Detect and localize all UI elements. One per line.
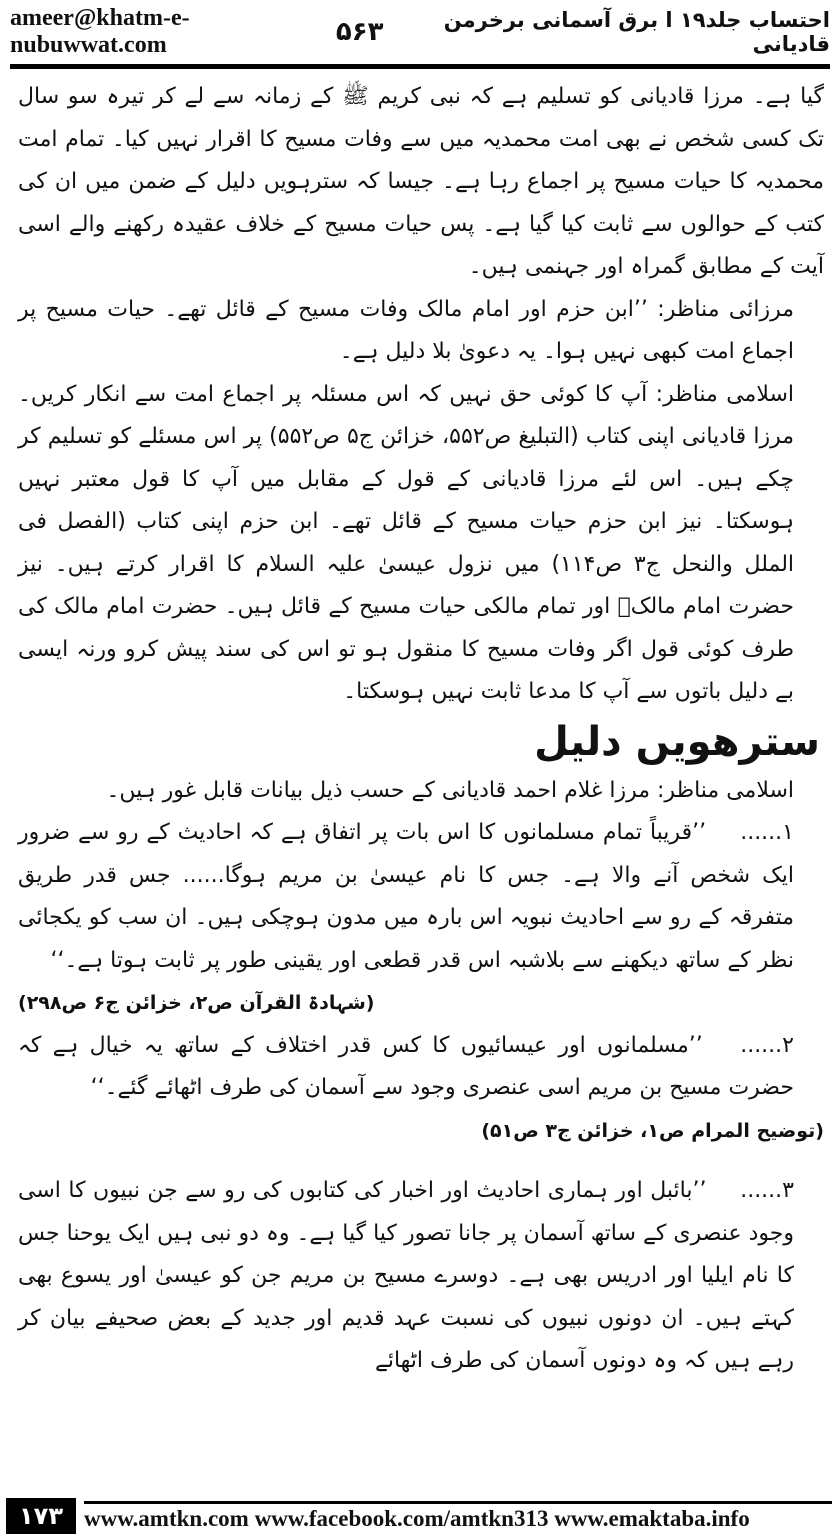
quote-3 [18,1170,824,1383]
quote-1 [18,812,824,982]
paragraph-1: گیا ہے۔ مرزا قادیانی کو تسلیم ہے کہ نبی کریم ﷺ کے زمانہ سے لے کر تیرہ سو سال تک کسی شخص نے بھی امت محمدیہ میں سے وفات مسیح کا اقرار نہیں کیا۔ تمام امت محمدیہ کا حیات مسیح پر اجماع رہا ہے۔ جیسا کہ سترہویں دلیل کے ضمن میں ان کی کتب کے حوالوں سے ثابت کیا گیا ہے۔ پس حیات مسیح کے خلاف عقیدہ رکھنے والے اسی آیت کے مطابق گمراہ اور جہنمی ہیں۔ [18,84,824,279]
page-content [18,76,824,1383]
quote-1-reference: (شہادۃ القرآن ص۲، خزائن ج۶ ص۲۹۸) [18,992,375,1014]
page-header [10,5,830,58]
quote-3-text: ’’بائبل اور ہماری احادیث اور اخبار کی کتابوں کی رو سے جن نبیوں کا اسی وجود عنصری کے ساتھ آسمان پر جانا تصور کیا گیا ہے۔ وہ دو نبی ہیں ایک یوحنا جس کا نام ایلیا اور ادریس بھی ہے۔ دوسرے مسیح بن مریم جن کو عیسیٰ اور یسوع بھی کہتے ہیں۔ ان دونوں نبیوں کی نسبت عہد قدیم اور جدید کے بعض صحیفے بیان کر رہے ہیں کہ وہ دونوں آسمان کی طرف اٹھائے [18,1178,794,1373]
quote-2-number: ۲...... [740,1032,794,1058]
header-page-number: ۵۶۳ [335,17,384,47]
quote-2-reference: (توضیح المرام ص۱، خزائن ج۳ ص۵۱) [481,1119,824,1142]
header-title: احتساب جلد۱۹ ا برق آسمانی برخرمن قادیانی [443,8,830,56]
quote-2 [18,1025,824,1110]
quote-1-text: ’’قریباً تمام مسلمانوں کا اس بات پر اتفاق ہے کہ احادیث کے رو سے ضرور ایک شخص آنے والا ہے۔ جس کا نام عیسیٰ بن مریم ہوگا...... جس قدر طریق متفرقہ کے رو سے احادیث نبویہ اس بارہ میں مدون ہوچکی ہیں۔ ان سب کو یکجائی نظر کے ساتھ دیکھنے سے بلاشبہ اس قدر قطعی اور یقینی طور پر ثابت ہوتا ہے۔‘‘ [18,820,794,973]
header-email: ameer@khatm-e-nubuwwat.com [10,5,190,58]
header-left [10,5,384,59]
section-heading: سترھویں دلیل [534,718,820,765]
header-rule [10,64,830,69]
quote-1-number: ۱...... [740,820,794,845]
quote-2-text: ’’مسلمانوں اور عیسائیوں کا کس قدر اختلاف کے ساتھ یہ خیال ہے کہ حضرت مسیح بن مریم اسی عنصری وجود سے آسمان کی طرف اٹھائے گئے۔‘‘ [18,1032,794,1100]
paragraph-4: اسلامی مناظر: مرزا غلام احمد قادیانی کے حسب ذیل بیانات قابل غور ہیں۔ [106,777,794,803]
quote-1-ref-row [18,982,824,1025]
quote-3-number: ۳...... [740,1178,794,1203]
paragraph-3: اسلامی مناظر: آپ کا کوئی حق نہیں کہ اس مسئلہ پر اجماع امت سے انکار کریں۔ مرزا قادیانی اپنی کتاب (التبلیغ ص۵۵۲، خزائن ج۵ ص۵۵۲) پر اس مسئلے کو تسلیم کر چکے ہیں۔ اس لئے مرزا قادیانی کے قول کے مقابل میں آپ کا قول معتبر نہیں ہوسکتا۔ نیز ابن حزم حیات مسیح کے قائل تھے۔ ابن حزم اپنی کتاب (الفصل فی الملل والنحل ج۳ ص۱۱۴) میں نزول عیسیٰ علیہ السلام کا اقرار کرتے ہیں۔ نیز حضرت امام مالکؒ اور تمام مالکی حیات مسیح کے قائل ہیں۔ حضرت امام مالک کی طرف کوئی قول اگر وفات مسیح کا منقول ہو تو اس کی سند پیش کرو ورنہ ایسی بے دلیل باتوں سے آپ کا مدعا ثابت نہیں ہوسکتا۔ [18,381,795,704]
footer-page-number: ۱۷۳ [6,1498,76,1534]
paragraph-2: مرزائی مناظر: ’’ابن حزم اور امام مالک وفات مسیح کے قائل تھے۔ حیات مسیح پر اجماع امت کبھی نہیں ہوا۔ یہ دعویٰ بلا دلیل ہے۔ [18,296,794,364]
page-footer [6,1498,832,1534]
footer-links: www.amtkn.com www.facebook.com/amtkn313 www.emaktaba.info [84,1501,832,1532]
